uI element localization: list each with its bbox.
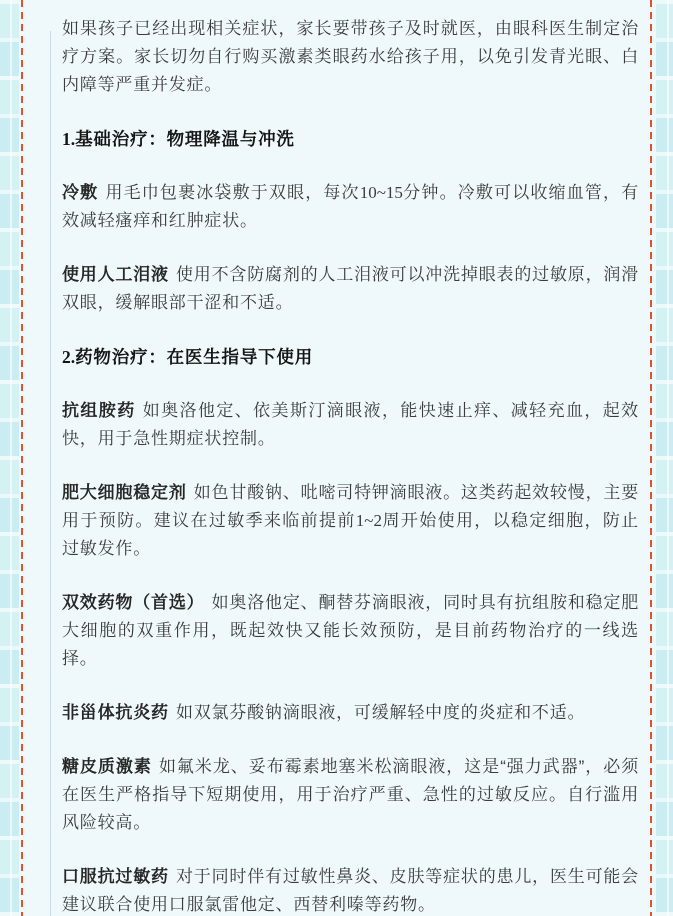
treatment-text: 用毛巾包裹冰袋敷于双眼，每次10~15分钟。冷敷可以收缩血管，有效减轻瘙痒和红肿症状。 bbox=[62, 183, 639, 230]
intro-paragraph: 如果孩子已经出现相关症状，家长要带孩子及时就医，由眼科医生制定治疗方案。家长切勿自行购买激素类眼药水给孩子用，以免引发青光眼、白内障等严重并发症。 bbox=[62, 19, 639, 94]
treatment-term: 口服抗过敏药 bbox=[62, 867, 169, 886]
quote-border bbox=[50, 31, 51, 916]
section-basic-treatment-heading: 1.基础治疗：物理降温与冲洗 bbox=[62, 129, 295, 149]
treatment-text: 对于同时伴有过敏性鼻炎、皮肤等症状的患儿，医生可能会建议联合使用口服氯雷他定、西替利嗪等药物。 bbox=[62, 867, 639, 914]
section-drug-treatment bbox=[62, 343, 639, 916]
treatment-term: 冷敷 bbox=[62, 183, 99, 202]
treatment-item-corticosteroid bbox=[62, 753, 639, 837]
treatment-item-artificial-tears bbox=[62, 261, 639, 317]
treatment-term: 使用人工泪液 bbox=[62, 265, 169, 284]
right-decor-grid-strip bbox=[656, 0, 673, 916]
treatment-text: 如色甘酸钠、吡嘧司特钾滴眼液。这类药起效较慢，主要用于预防。建议在过敏季来临前提前1~2周开始使用，以稳定细胞，防止过敏发作。 bbox=[62, 483, 640, 558]
treatment-term: 糖皮质激素 bbox=[62, 757, 152, 776]
right-dashed-border bbox=[650, 0, 652, 916]
left-decor-grid-strip bbox=[0, 0, 19, 916]
treatment-item-nsaid bbox=[62, 699, 639, 727]
treatment-text: 如奥洛他定、依美斯汀滴眼液，能快速止痒、减轻充血，起效快，用于急性期症状控制。 bbox=[62, 401, 639, 448]
treatment-text: 如氟米龙、妥布霉素地塞米松滴眼液，这是“强力武器”，必须在医生严格指导下短期使用，用于治疗严重、急性的过敏反应。自行滥用风险较高。 bbox=[62, 757, 639, 832]
section-basic-treatment bbox=[62, 125, 639, 317]
left-dashed-border bbox=[21, 0, 23, 916]
treatment-term: 肥大细胞稳定剂 bbox=[62, 483, 187, 502]
section-drug-treatment-heading: 2.药物治疗：在医生指导下使用 bbox=[62, 347, 314, 367]
treatment-item-mast-cell-stabilizer bbox=[62, 479, 639, 563]
treatment-item-dual-action-drug bbox=[62, 589, 639, 673]
treatment-text: 使用不含防腐剂的人工泪液可以冲洗掉眼表的过敏原，润滑双眼，缓解眼部干涩和不适。 bbox=[62, 265, 639, 312]
treatment-term: 抗组胺药 bbox=[62, 401, 136, 420]
treatment-term: 非甾体抗炎药 bbox=[62, 703, 169, 722]
treatment-text: 如奥洛他定、酮替芬滴眼液，同时具有抗组胺和稳定肥大细胞的双重作用，既起效快又能长效预防，是目前药物治疗的一线选择。 bbox=[62, 593, 639, 668]
treatment-item-antihistamine bbox=[62, 397, 639, 453]
article-content bbox=[62, 0, 639, 916]
treatment-item-cold-compress bbox=[62, 179, 639, 235]
treatment-term: 双效药物（首选） bbox=[62, 593, 205, 612]
treatment-text: 如双氯芬酸钠滴眼液，可缓解轻中度的炎症和不适。 bbox=[175, 703, 586, 722]
treatment-item-oral-antiallergy bbox=[62, 863, 639, 916]
